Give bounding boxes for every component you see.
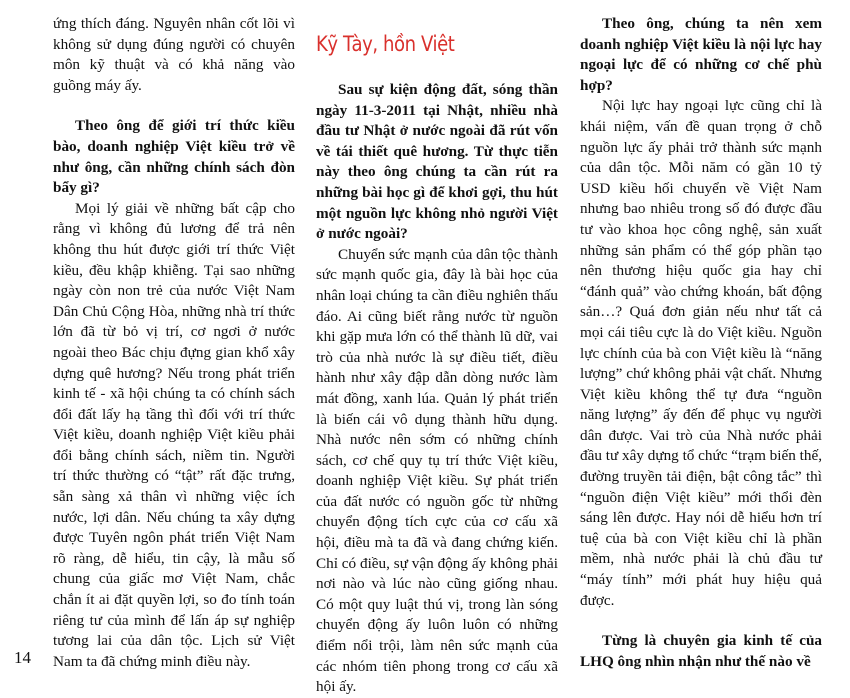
interview-question: Từng là chuyên gia kinh tế của LHQ ông nhìn nhận như thế nào về [580, 632, 822, 670]
interview-answer: Nội lực hay ngoại lực cũng chỉ là khái niệm, vấn đề quan trọng ở chỗ nguồn lực ấy phải trở thành sức mạnh của dân tộc. Mỗi năm có gần 10 tỷ USD kiều hối chuyển về Việt Nam nhưng bao nhiêu trong số đó được đầu tư vào khoa học công nghệ, sản xuất những sản phẩm có thể góp phần tạo nên thương hiệu quốc gia hay chỉ “đánh quả” vào chứng khoán, bất động sản…? Quá đơn giản nếu như tất cả mọi cái tiêu cực là do Việt kiều. Nguồn lực chính của bà con Việt kiều là “năng lượng” chứ không phải vật chất. Nhưng Việt kiều không thể tự đưa “nguồn năng lượng” ấy đến để phục vụ người dân được. Vai trò của Nhà nước phải đầu tư xây dựng tổ chức “trạm biến thế, đường truyền tải điện, bật công tắc” thì “nguồn điện Việt kiều” mới thổi đèn sáng lên được. Hay nói dễ hiểu hơn trí tuệ của bà con Việt kiều chỉ là phần mềm, nhà nước phải là chủ đầu tư “máy tính” mới phát huy hiệu quả được. [580, 97, 822, 609]
interview-question: Theo ông, chúng ta nên xem doanh nghiệp Việt kiều là nội lực hay ngoại lực để có những cơ chế phù hợp? [580, 15, 822, 94]
interview-answer: Mọi lý giải về những bất cập cho rằng vì không đủ lương để trả nên không thu hút được giới trí thức Việt kiều, đều khập khiễng. Tại sao những ngày còn non trẻ của nước Việt Nam Dân Chủ Cộng Hòa, những nhà trí thức lớn đã từ bỏ vị trí, cơ ngơi ở nước ngoài theo Bác chịu đựng gian khổ xây dựng quê hương? Nếu trong phát triển kinh tế - xã hội chúng ta có chính sách đổi đất lấy hạ tầng thì đối với trí thức Việt kiều, doanh nghiệp Việt kiều phải đổi bằng chính sách, niềm tin. Người trí thức thường có “tật” rất đặc trưng, sẵn sàng xả thân vì những việc ích nước, lợi dân. Nếu chúng ta xây dựng được Tuyên ngôn phát triển Việt Nam rõ ràng, dễ hiểu, tin cậy, là mẫu số chung của giấc mơ Việt Nam, chắc chắn ít ai đặt quyền lợi, so đo tính toán riêng tư của mình để lấn áp sự nghiệp tương lai của dân tộc. Lịch sử Việt Nam ta đã chứng minh điều này. [53, 199, 295, 670]
section-heading: Kỹ Tày, hồn Việt [316, 32, 455, 56]
page-number: 14 [14, 648, 31, 667]
paragraph-continued: ứng thích đáng. Nguyên nhân cốt lõi vì không sử dụng đúng người có chuyên môn kỹ thuật và có khả năng vào guồng máy ấy. [53, 15, 295, 94]
interview-question: Theo ông để giới trí thức kiều bào, doanh nghiệp Việt kiều trở về như ông, cần những chính sách đòn bẩy gì? [53, 117, 295, 197]
text-column-2 [316, 14, 558, 698]
interview-question: Sau sự kiện động đất, sóng thần ngày 11-3-2011 tại Nhật, nhiều nhà đầu tư Nhật ở nước ngoài đã rút vốn về tái thiết quê hương. Từ thực tiễn này theo ông chúng ta cần rút ra những bài học gì để khơi gợi, thu hút một nguồn lực không nhỏ người Việt ở nước ngoài? [316, 81, 558, 243]
text-column-1 [53, 14, 295, 672]
interview-answer: Chuyển sức mạnh của dân tộc thành sức mạnh quốc gia, đây là bài học của nhân loại chúng ta cần điều nghiên thấu đáo. Ai cũng biết rằng nước từ nguồn khi gặp mưa lớn có thể thành lũ dữ, vai trò của nhà nước là sự điều tiết, điều hành như xây đập dẫn dòng nước làm mát đồng, xanh lúa. Quản lý phát triển là biến cái vô dụng thành hữu dụng. Nhà nước nên sớm có những chính sách, cơ chế quy tụ trí thức Việt kiều, doanh nghiệp Việt kiều. Sự phát triển của đất nước có nguồn gốc từ những chuyển động tích cực của cơ cấu xã hội, điều mà ta đã và đang chứng kiến. Chỉ có điều, sự vận động ấy không phải nơi nào và lúc nào cũng giống nhau. Có một quy luật thú vị, trong làn sóng chuyển động ấy luôn luôn có những điểm nổi trội, làm nên sức mạnh của các nhóm tiên phong trong cơ cấu xã hội ấy. [316, 245, 558, 696]
text-column-3 [580, 14, 822, 672]
